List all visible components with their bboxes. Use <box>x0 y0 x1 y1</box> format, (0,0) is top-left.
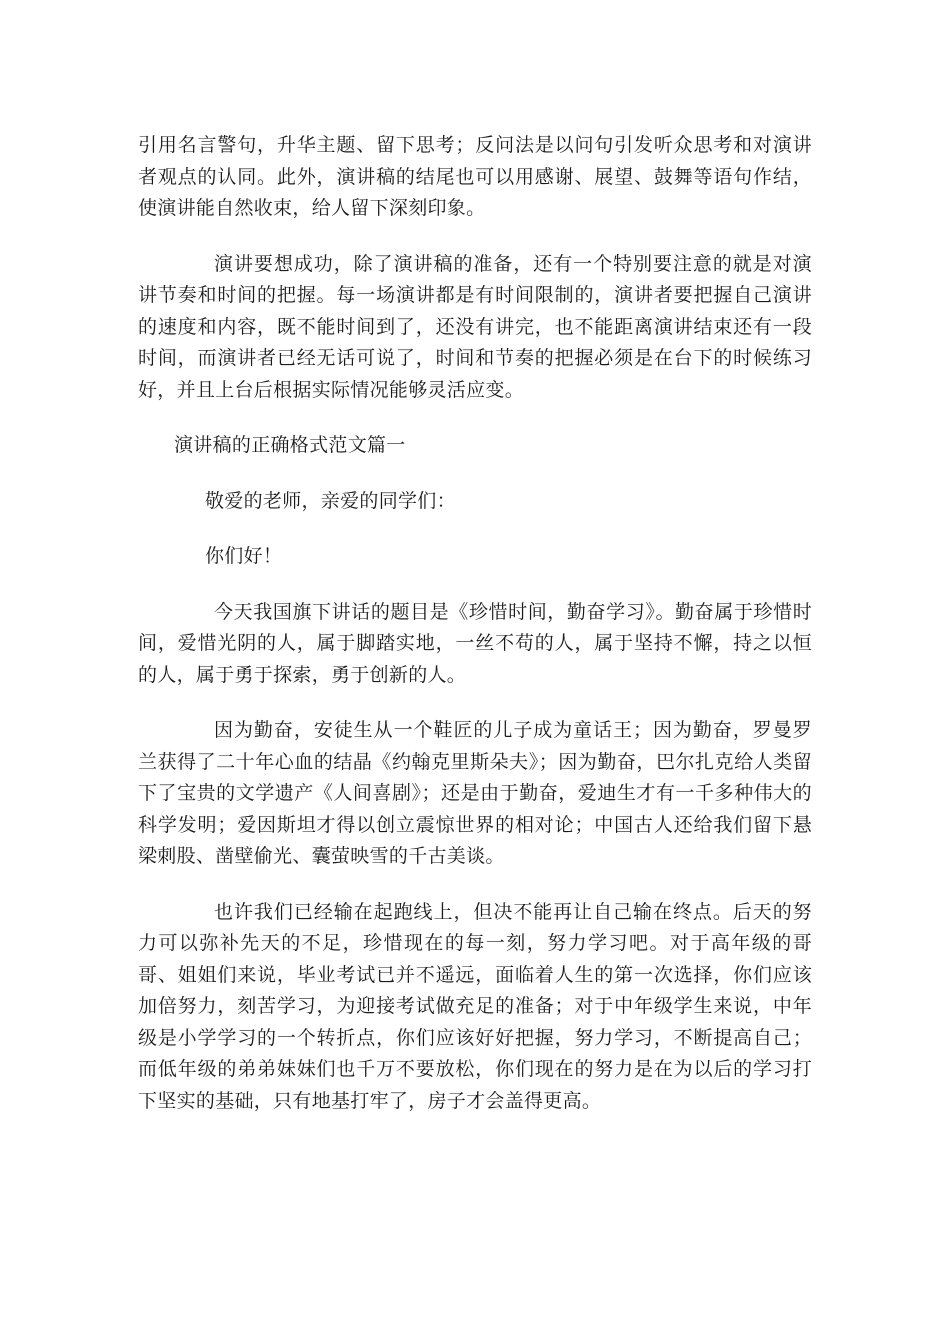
section-heading: 演讲稿的正确格式范文篇一 <box>174 434 406 456</box>
paragraph-diligence-examples: 因为勤奋，安徒生从一个鞋匠的儿子成为童话王；因为勤奋，罗曼罗兰获得了二十年心血的结晶《约翰克里斯朵夫》；因为勤奋，巴尔扎克给人类留下了宝贵的文学遗产《人间喜剧》；还是由于勤奋，爱迪生才有一千多种伟大的科学发明；爱因斯坦才得以创立震惊世界的相对论；中国古人还给我们留下悬梁刺股、凿壁偷光、囊萤映雪的千古美谈。 <box>138 719 812 867</box>
paragraph-encouragement: 也许我们已经输在起跑线上，但决不能再让自己输在终点。后天的努力可以弥补先天的不足，珍惜现在的每一刻，努力学习吧。对于高年级的哥哥、姐姐们来说，毕业考试已并不遥远，面临着人生的第一次选择，你们应该加倍努力，刻苦学习，为迎接考试做充足的准备；对于中年级学生来说，中年级是小学学习的一个转折点，你们应该好好把握，努力学习，不断提高自己；而低年级的弟弟妹妹们也千万不要放松，你们现在的努力是在为以后的学习打下坚实的基础，只有地基打牢了，房子才会盖得更高。 <box>138 900 812 1112</box>
paragraph-speech-topic: 今天我国旗下讲话的题目是《珍惜时间，勤奋学习》。勤奋属于珍惜时间，爱惜光阴的人，属于脚踏实地，一丝不苟的人，属于坚持不懈，持之以恒的人，属于勇于探索，勇于创新的人。 <box>138 600 812 686</box>
document-page <box>138 130 812 1141</box>
salutation: 敬爱的老师，亲爱的同学们： <box>205 489 456 512</box>
paragraph-ending-techniques: 引用名言警句，升华主题、留下思考；反问法是以问句引发听众思考和对演讲者观点的认同。此外，演讲稿的结尾也可以用感谢、展望、鼓舞等语句作结，使演讲能自然收束，给人留下深刻印象。 <box>138 134 812 219</box>
paragraph-timing: 演讲要想成功，除了演讲稿的准备，还有一个特别要注意的就是对演讲节奏和时间的把握。每一场演讲都是有时间限制的，演讲者要把握自己演讲的速度和内容，既不能时间到了，还没有讲完，也不能距离演讲结束还有一段时间，而演讲者已经无话可说了，时间和节奏的把握必须是在台下的时候练习好，并且上台后根据实际情况能够灵活应变。 <box>138 252 812 401</box>
greeting: 你们好！ <box>205 545 283 567</box>
